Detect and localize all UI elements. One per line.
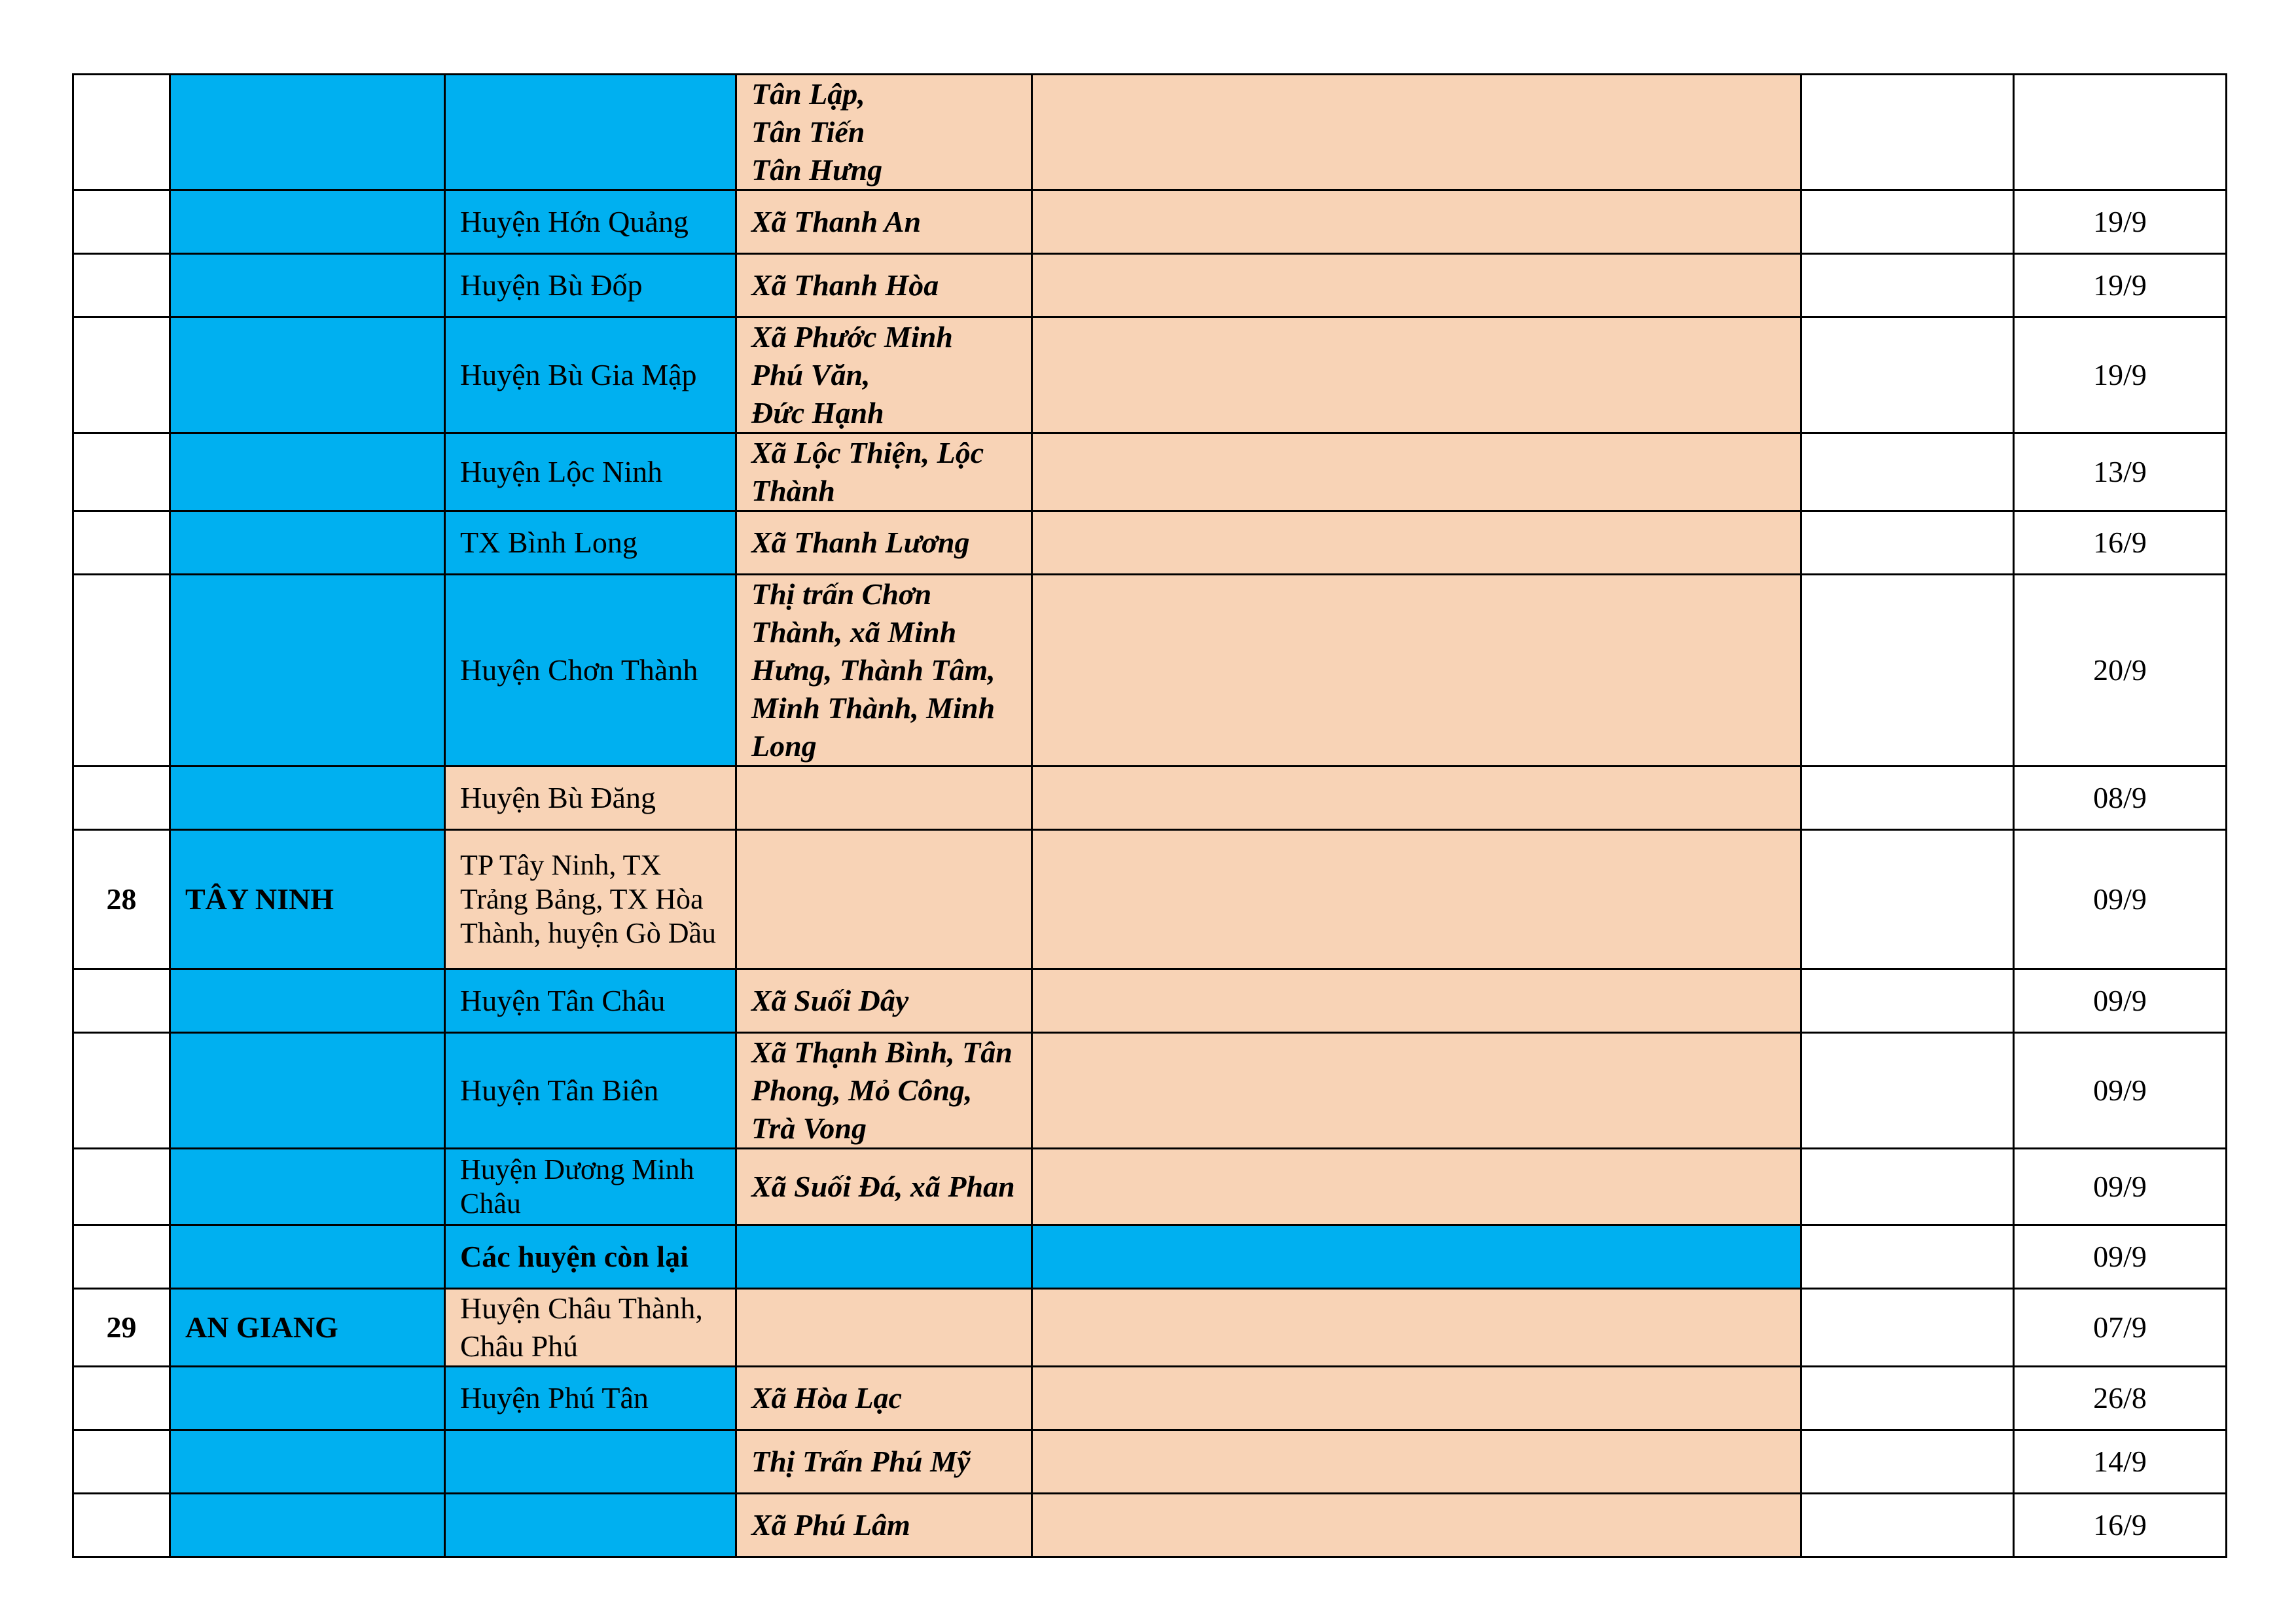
row-number (73, 511, 170, 575)
row-number (73, 254, 170, 317)
row-number (73, 1494, 170, 1557)
date-cell: 09/9 (2014, 1225, 2227, 1289)
commune-cell: Xã Phước Minh Phú Văn, Đức Hạnh (736, 317, 1032, 433)
province-cell (170, 1430, 445, 1494)
district-cell: Huyện Lộc Ninh (445, 433, 736, 511)
district-cell: Huyện Bù Đăng (445, 767, 736, 830)
notes-cell (1032, 767, 1801, 830)
province-cell (170, 767, 445, 830)
date-cell: 19/9 (2014, 190, 2227, 254)
date-cell: 07/9 (2014, 1289, 2227, 1367)
commune-cell (736, 767, 1032, 830)
table-row (73, 575, 2227, 767)
province-cell (170, 75, 445, 190)
date-cell: 13/9 (2014, 433, 2227, 511)
province-cell (170, 254, 445, 317)
notes-cell (1032, 575, 1801, 767)
notes-cell (1032, 1289, 1801, 1367)
province-cell: TÂY NINH (170, 830, 445, 969)
date-cell: 14/9 (2014, 1430, 2227, 1494)
notes-cell (1032, 190, 1801, 254)
date-cell: 16/9 (2014, 1494, 2227, 1557)
row-number (73, 317, 170, 433)
table-row (73, 1430, 2227, 1494)
notes-cell (1032, 317, 1801, 433)
table-row (73, 969, 2227, 1033)
extra-cell (1801, 969, 2014, 1033)
date-cell: 08/9 (2014, 767, 2227, 830)
table-row (73, 254, 2227, 317)
district-cell (445, 1494, 736, 1557)
district-cell: Huyện Bù Gia Mập (445, 317, 736, 433)
extra-cell (1801, 575, 2014, 767)
notes-cell (1032, 969, 1801, 1033)
extra-cell (1801, 190, 2014, 254)
table-row (73, 830, 2227, 969)
row-number (73, 969, 170, 1033)
extra-cell (1801, 1367, 2014, 1430)
notes-cell (1032, 1033, 1801, 1149)
date-cell: 26/8 (2014, 1367, 2227, 1430)
row-number: 28 (73, 830, 170, 969)
extra-cell (1801, 75, 2014, 190)
district-cell (445, 1430, 736, 1494)
province-cell (170, 575, 445, 767)
row-number: 29 (73, 1289, 170, 1367)
notes-cell (1032, 511, 1801, 575)
province-cell (170, 1033, 445, 1149)
district-cell: Huyện Dương Minh Châu (445, 1149, 736, 1225)
commune-cell: Thị trấn Chơn Thành, xã Minh Hưng, Thành Tâm, Minh Thành, Minh Long (736, 575, 1032, 767)
province-cell (170, 969, 445, 1033)
notes-cell (1032, 1367, 1801, 1430)
table-row (73, 1033, 2227, 1149)
province-cell (170, 317, 445, 433)
table-row (73, 433, 2227, 511)
commune-cell: Tân Lập, Tân Tiến Tân Hưng (736, 75, 1032, 190)
table-row (73, 1225, 2227, 1289)
table-row (73, 75, 2227, 190)
notes-cell (1032, 1430, 1801, 1494)
extra-cell (1801, 433, 2014, 511)
commune-cell (736, 1225, 1032, 1289)
commune-cell: Xã Suối Đá, xã Phan (736, 1149, 1032, 1225)
table-row (73, 317, 2227, 433)
province-cell (170, 1367, 445, 1430)
row-number (73, 767, 170, 830)
extra-cell (1801, 254, 2014, 317)
district-cell: TP Tây Ninh, TX Trảng Bảng, TX Hòa Thành, huyện Gò Dầu (445, 830, 736, 969)
notes-cell (1032, 433, 1801, 511)
province-cell (170, 190, 445, 254)
date-cell: 19/9 (2014, 254, 2227, 317)
row-number (73, 1367, 170, 1430)
commune-cell: Xã Hòa Lạc (736, 1367, 1032, 1430)
date-cell (2014, 75, 2227, 190)
district-cell: Huyện Châu Thành, Châu Phú (445, 1289, 736, 1367)
notes-cell (1032, 1149, 1801, 1225)
row-number (73, 1149, 170, 1225)
row-number (73, 1225, 170, 1289)
commune-cell: Xã Lộc Thiện, Lộc Thành (736, 433, 1032, 511)
province-cell (170, 1494, 445, 1557)
table-row (73, 1367, 2227, 1430)
date-cell: 20/9 (2014, 575, 2227, 767)
table-row (73, 1149, 2227, 1225)
commune-cell: Xã Phú Lâm (736, 1494, 1032, 1557)
commune-cell: Thị Trấn Phú Mỹ (736, 1430, 1032, 1494)
district-cell (445, 75, 736, 190)
date-cell: 09/9 (2014, 830, 2227, 969)
extra-cell (1801, 830, 2014, 969)
row-number (73, 75, 170, 190)
extra-cell (1801, 767, 2014, 830)
extra-cell (1801, 1430, 2014, 1494)
notes-cell (1032, 75, 1801, 190)
extra-cell (1801, 1289, 2014, 1367)
commune-cell: Xã Thanh An (736, 190, 1032, 254)
date-cell: 16/9 (2014, 511, 2227, 575)
district-cell: Các huyện còn lại (445, 1225, 736, 1289)
district-cell: Huyện Phú Tân (445, 1367, 736, 1430)
commune-cell: Xã Thanh Lương (736, 511, 1032, 575)
extra-cell (1801, 1149, 2014, 1225)
notes-cell (1032, 1494, 1801, 1557)
district-cell: Huyện Bù Đốp (445, 254, 736, 317)
province-cell (170, 1225, 445, 1289)
notes-cell (1032, 1225, 1801, 1289)
table-row (73, 190, 2227, 254)
table-row (73, 1494, 2227, 1557)
commune-cell: Xã Suối Dây (736, 969, 1032, 1033)
row-number (73, 190, 170, 254)
province-cell (170, 511, 445, 575)
notes-cell (1032, 830, 1801, 969)
row-number (73, 575, 170, 767)
extra-cell (1801, 1033, 2014, 1149)
commune-cell (736, 830, 1032, 969)
extra-cell (1801, 1494, 2014, 1557)
row-number (73, 1033, 170, 1149)
district-cell: Huyện Tân Châu (445, 969, 736, 1033)
district-cell: Huyện Chơn Thành (445, 575, 736, 767)
district-cell: Huyện Tân Biên (445, 1033, 736, 1149)
outbreak-table (72, 73, 2227, 1558)
date-cell: 09/9 (2014, 969, 2227, 1033)
row-number (73, 1430, 170, 1494)
province-cell (170, 1149, 445, 1225)
date-cell: 19/9 (2014, 317, 2227, 433)
commune-cell: Xã Thanh Hòa (736, 254, 1032, 317)
commune-cell (736, 1289, 1032, 1367)
table-row (73, 511, 2227, 575)
notes-cell (1032, 254, 1801, 317)
province-cell: AN GIANG (170, 1289, 445, 1367)
extra-cell (1801, 317, 2014, 433)
commune-cell: Xã Thạnh Bình, Tân Phong, Mỏ Công, Trà Vong (736, 1033, 1032, 1149)
row-number (73, 433, 170, 511)
extra-cell (1801, 1225, 2014, 1289)
date-cell: 09/9 (2014, 1033, 2227, 1149)
province-cell (170, 433, 445, 511)
table-row (73, 767, 2227, 830)
district-cell: Huyện Hớn Quảng (445, 190, 736, 254)
table-row (73, 1289, 2227, 1367)
date-cell: 09/9 (2014, 1149, 2227, 1225)
district-cell: TX Bình Long (445, 511, 736, 575)
extra-cell (1801, 511, 2014, 575)
